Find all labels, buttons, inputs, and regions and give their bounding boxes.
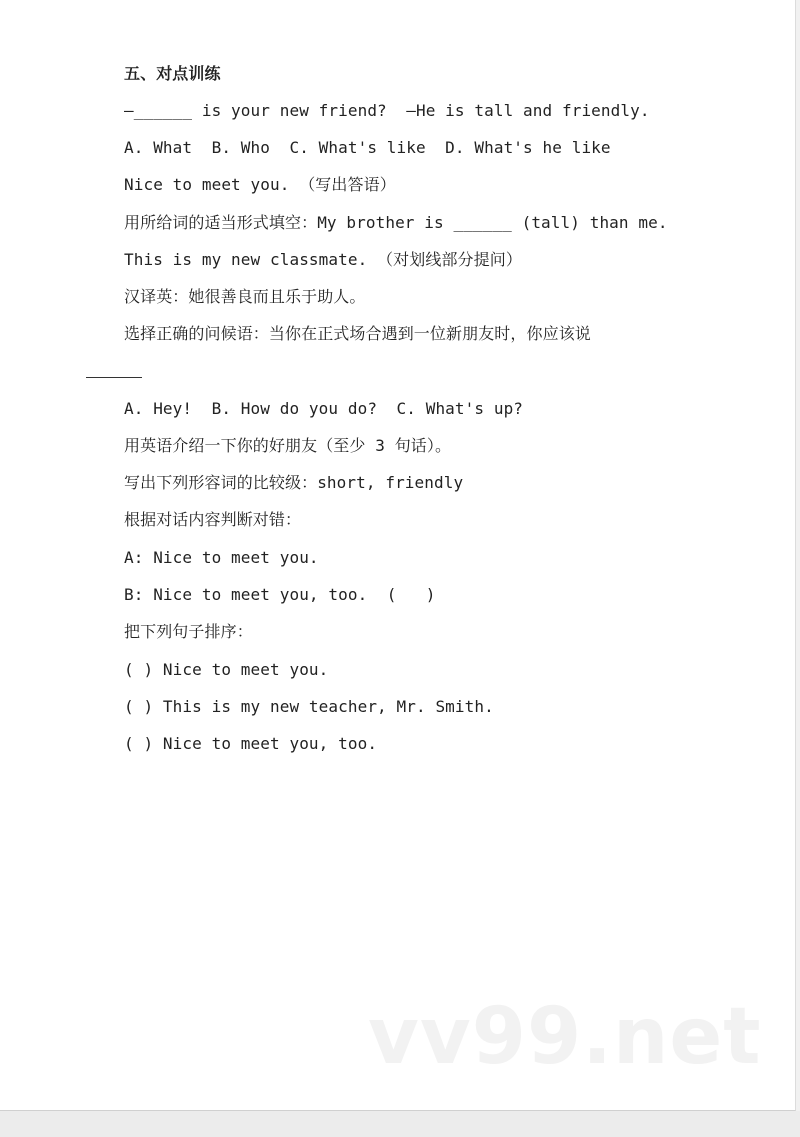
- question-line: A: Nice to meet you.: [124, 548, 319, 567]
- question-line: 用所给词的适当形式填空：My brother is ______ (tall) than me.: [124, 213, 668, 232]
- question-line: 根据对话内容判断对错：: [124, 510, 302, 529]
- question-line: ( ) This is my new teacher, Mr. Smith.: [124, 697, 494, 716]
- answer-blank: [86, 377, 142, 378]
- question-line: This is my new classmate. （对划线部分提问）: [124, 250, 522, 269]
- question-line: 用英语介绍一下你的好朋友（至少 3 句话）。: [124, 436, 452, 455]
- question-line: —______ is your new friend? —He is tall and friendly.: [124, 101, 650, 120]
- section-title: 五、对点训练: [124, 64, 221, 83]
- question-line: Nice to meet you. （写出答语）: [124, 175, 396, 194]
- viewer-bottom-strip: [0, 1111, 800, 1137]
- question-line: ( ) Nice to meet you.: [124, 660, 329, 679]
- question-line: A. What B. Who C. What's like D. What's he like: [124, 138, 611, 157]
- question-line: 汉译英：她很善良而且乐于助人。: [124, 287, 366, 306]
- question-line: 选择正确的问候语：当你在正式场合遇到一位新朋友时，你应该说: [124, 324, 591, 343]
- watermark: vv99.net: [368, 992, 762, 1082]
- question-line: 写出下列形容词的比较级：short, friendly: [124, 473, 464, 492]
- question-line: A. Hey! B. How do you do? C. What's up?: [124, 399, 524, 418]
- question-line: 把下列句子排序：: [124, 622, 253, 641]
- question-line: B: Nice to meet you, too. ( ): [124, 585, 436, 604]
- question-line: ( ) Nice to meet you, too.: [124, 734, 378, 753]
